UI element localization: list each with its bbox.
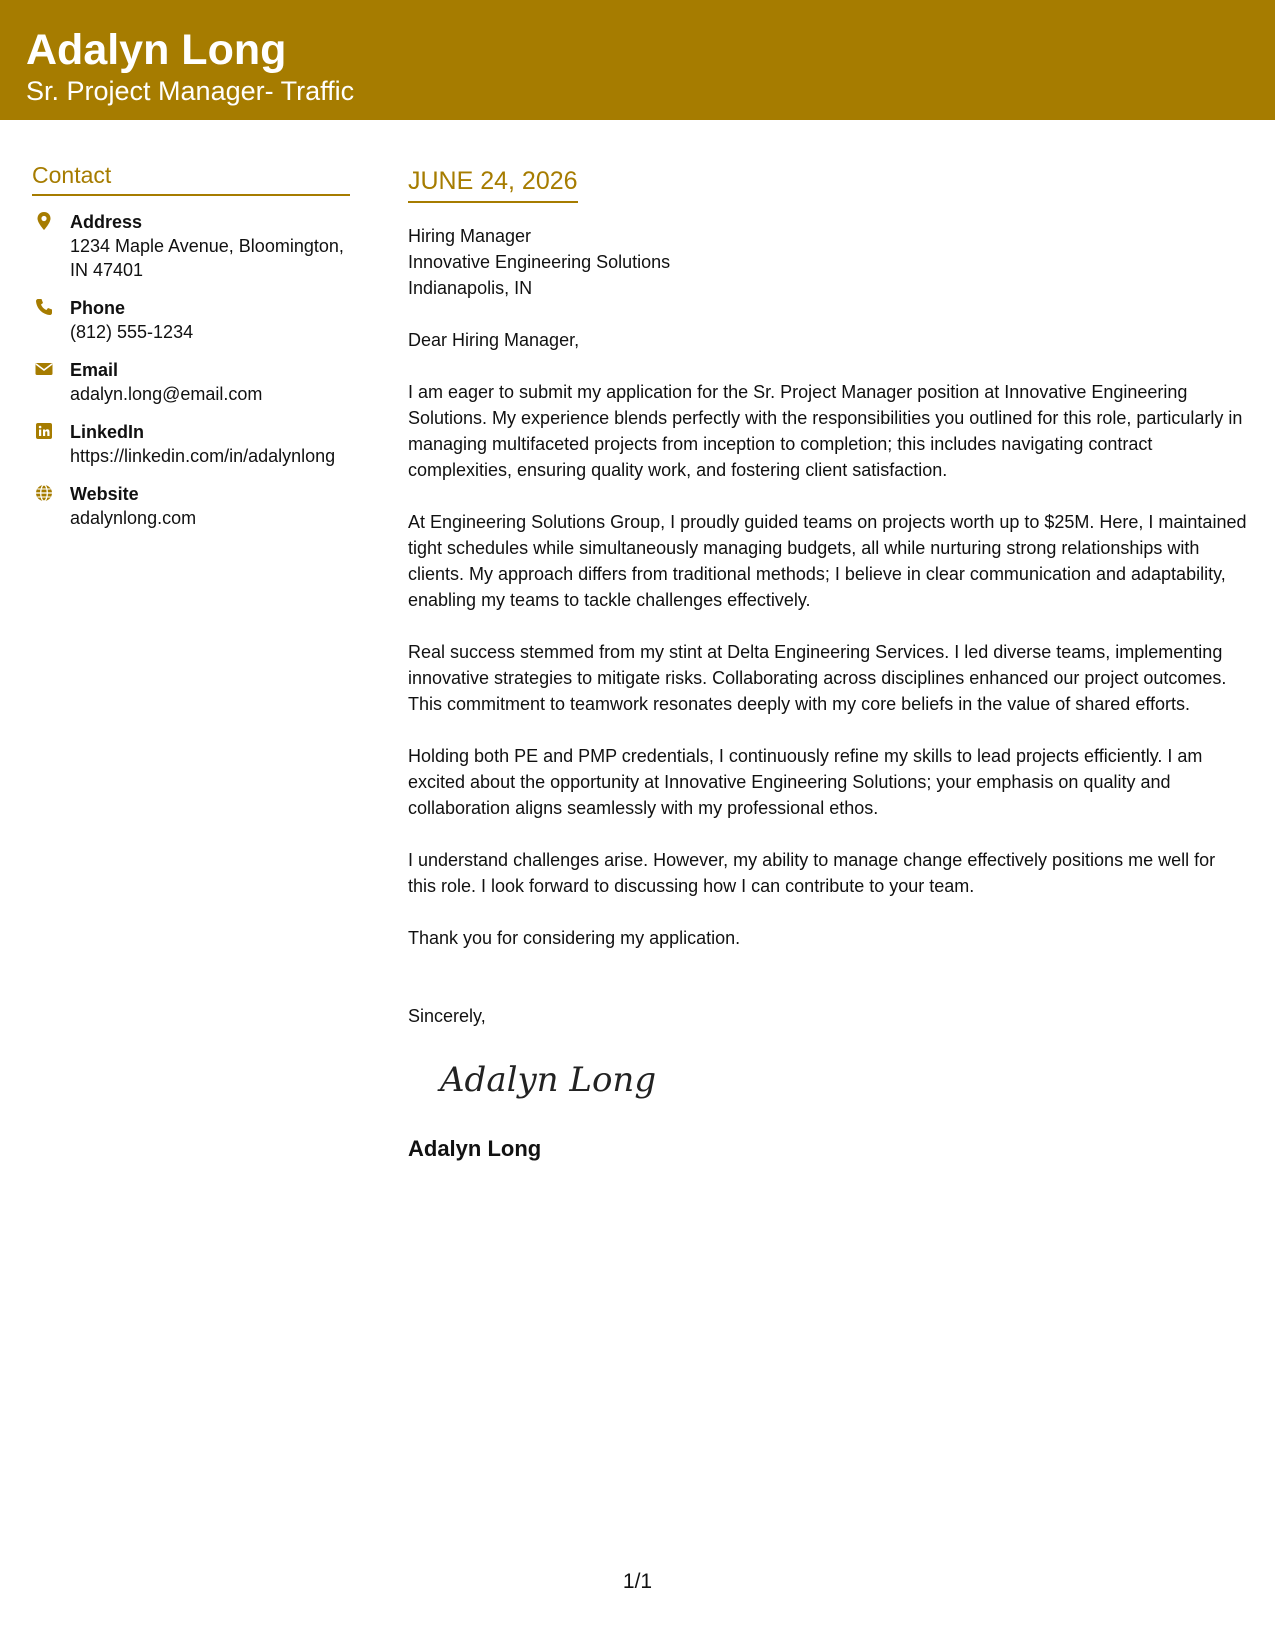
contact-label: Phone — [70, 298, 126, 318]
contact-label: Email — [70, 360, 119, 380]
envelope-icon — [34, 359, 54, 379]
recipient-line: Indianapolis, IN — [408, 278, 533, 298]
map-pin-icon — [34, 211, 54, 231]
phone-icon — [34, 297, 54, 317]
signer-name: Adalyn Long — [408, 1136, 542, 1161]
header-banner — [0, 0, 1275, 120]
contact-address — [32, 210, 352, 282]
contact-phone — [32, 296, 352, 344]
letter-date: JUNE 24, 2026 — [408, 165, 578, 203]
contact-linkedin — [32, 420, 352, 468]
contact-label: LinkedIn — [70, 422, 145, 442]
letter-paragraph: I understand challenges arise. However, my ability to manage change effectively positions me well for this role. I look forward to discussing how I can contribute to your team. — [408, 850, 1216, 896]
recipient-line: Innovative Engineering Solutions — [408, 252, 671, 272]
linkedin-icon — [34, 421, 54, 441]
contact-website — [32, 482, 352, 530]
contact-value[interactable]: adalyn.long@email.com — [70, 384, 263, 404]
closing: Sincerely, — [408, 1006, 486, 1026]
signature-glyphs: Adalyn Long — [440, 1060, 657, 1100]
letter-body — [408, 165, 1248, 1164]
letter-paragraph: At Engineering Solutions Group, I proudly guided teams on projects worth up to $25M. Here, I maintained tight schedules while simultaneously managing budgets, all while nurturing strong relationships with clients. My approach differs from traditional methods; I believe in clear communication and adaptability, enabling my teams to tackle challenges effectively. — [408, 512, 1247, 610]
contact-sidebar — [32, 160, 352, 530]
contact-label: Address — [70, 212, 143, 232]
contact-label: Website — [70, 484, 139, 504]
salutation: Dear Hiring Manager, — [408, 330, 580, 350]
letter-paragraph: Thank you for considering my application. — [408, 928, 741, 948]
page-number: 1/1 — [622, 1570, 653, 1593]
globe-icon — [34, 483, 54, 503]
contact-email — [32, 358, 352, 406]
contact-value: 1234 Maple Avenue, Bloomington, IN 47401 — [70, 236, 344, 280]
contact-value: (812) 555-1234 — [70, 322, 194, 342]
letter-paragraph: Real success stemmed from my stint at Delta Engineering Services. I led diverse teams, implementing innovative strategies to mitigate risks. Collaborating across disciplines enhanced our project outcomes. This commitment to teamwork resonates deeply with my core beliefs in the value of shared efforts. — [408, 642, 1227, 714]
applicant-name: Adalyn Long — [26, 26, 287, 74]
applicant-role: Sr. Project Manager- Traffic — [26, 76, 355, 106]
contact-heading: Contact — [32, 160, 350, 196]
letter-paragraph: Holding both PE and PMP credentials, I continuously refine my skills to lead projects efficiently. I am excited about the opportunity at Innovative Engineering Solutions; your emphasis on quality and collaboration aligns seamlessly with my professional ethos. — [408, 746, 1203, 818]
contact-value[interactable]: https://linkedin.com/in/adalynlong — [70, 446, 336, 466]
recipient-block — [408, 223, 1248, 301]
handwritten-signature — [434, 1049, 664, 1109]
letter-paragraph: I am eager to submit my application for the Sr. Project Manager position at Innovative Engineering Solutions. My experience blends perfectly with the responsibilities you outlined for this role, particularly in managing multifaceted projects from inception to completion; this includes navigating contract complexities, ensuring quality work, and fostering client satisfaction. — [408, 382, 1243, 480]
contact-value[interactable]: adalynlong.com — [70, 508, 197, 528]
recipient-line: Hiring Manager — [408, 226, 532, 246]
